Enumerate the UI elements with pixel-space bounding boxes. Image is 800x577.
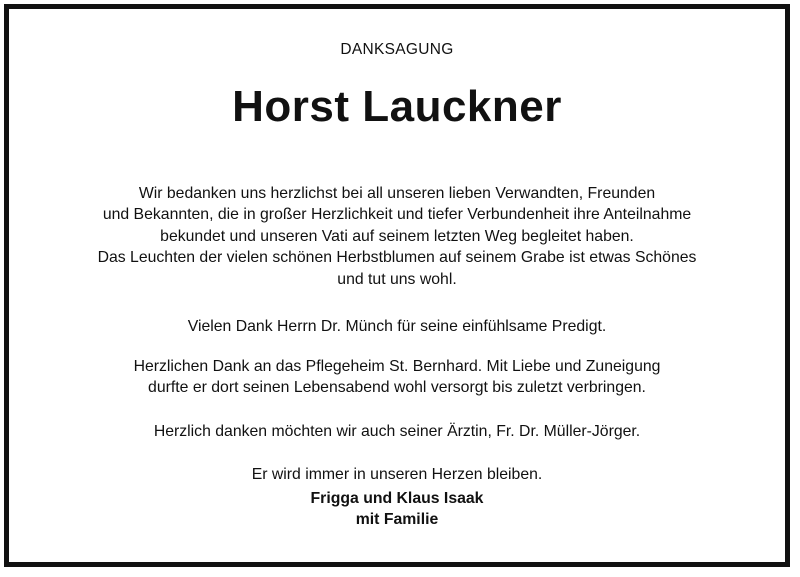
signature xyxy=(9,488,785,531)
text-line: bekundet und unseren Vati auf seinem letzten Weg begleitet haben. xyxy=(160,227,634,245)
deceased-name: Horst Lauckner xyxy=(232,82,562,131)
text-line: durfte er dort seinen Lebensabend wohl versorgt bis zuletzt verbringen. xyxy=(148,379,646,397)
signature-names: Frigga und Klaus Isaak xyxy=(310,490,484,507)
text-line: und tut uns wohl. xyxy=(337,270,457,288)
thanks-paragraph-pastor xyxy=(9,316,785,337)
text-line: Er wird immer in unseren Herzen bleiben. xyxy=(251,466,543,483)
text-line: Herzlich danken möchten wir auch seiner Ärztin, Fr. Dr. Müller-Jörger. xyxy=(153,423,641,440)
thanks-paragraph-relatives xyxy=(9,183,785,290)
closing-line xyxy=(9,464,785,485)
text-line: Das Leuchten der vielen schönen Herbstblumen auf seinem Grabe ist etwas Schönes xyxy=(97,249,697,267)
text-line: und Bekannten, die in großer Herzlichkeit und tiefer Verbundenheit ihre Anteilnahme xyxy=(102,206,692,224)
text-line: Herzlichen Dank an das Pflegeheim St. Bernhard. Mit Liebe und Zuneigung xyxy=(133,358,661,375)
text-line: Vielen Dank Herrn Dr. Münch für seine einfühlsame Predigt. xyxy=(187,318,607,335)
thanks-paragraph-care-home xyxy=(9,356,785,399)
notice-frame xyxy=(4,4,790,567)
notice-heading: DANKSAGUNG xyxy=(340,41,454,58)
thanks-paragraph-doctor xyxy=(9,421,785,442)
signature-family: mit Familie xyxy=(355,511,439,529)
text-line: Wir bedanken uns herzlichst bei all unseren lieben Verwandten, Freunden xyxy=(138,185,656,202)
